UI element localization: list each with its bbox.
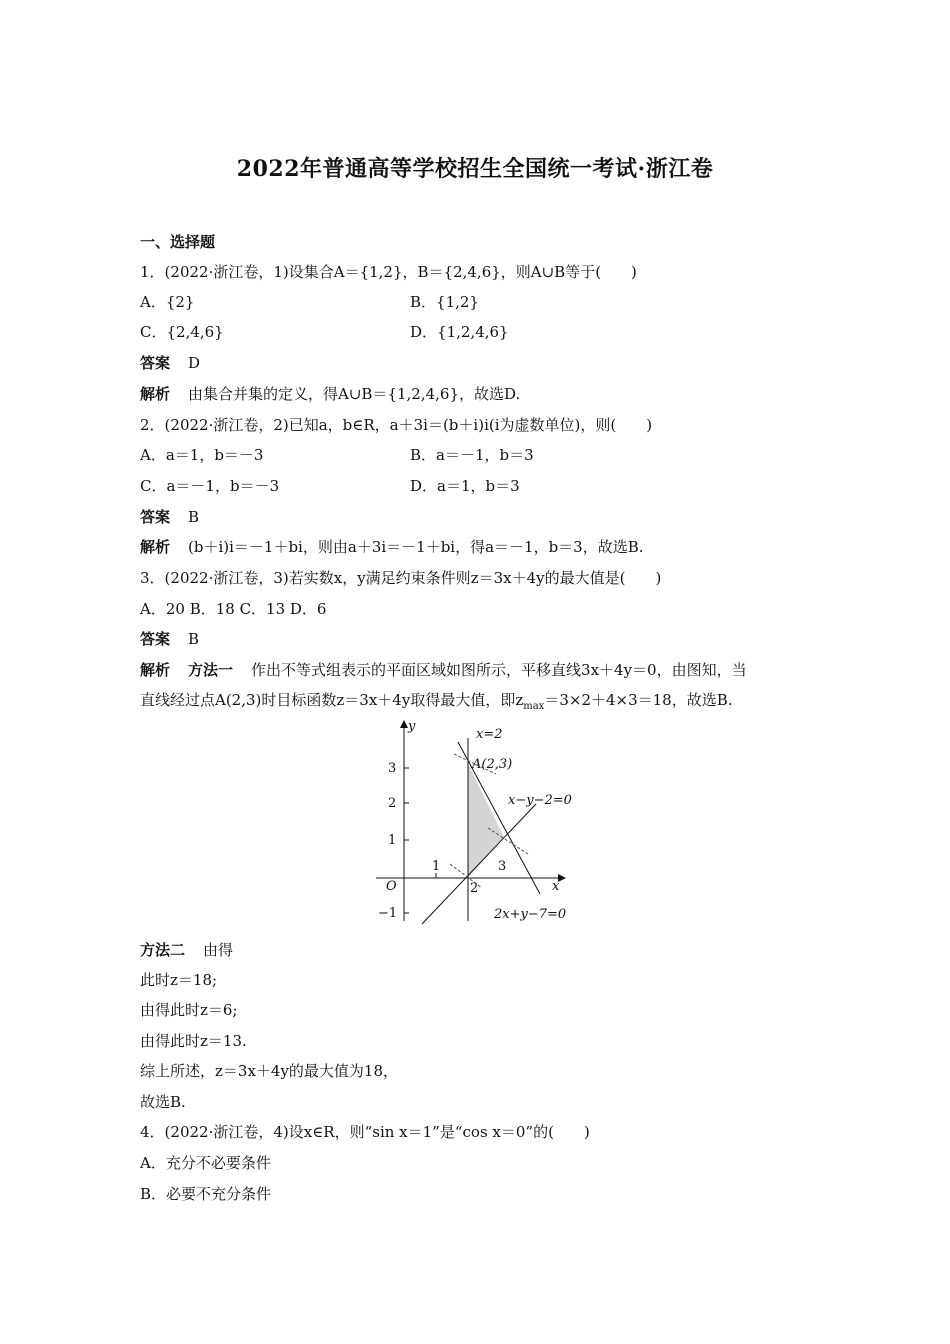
- q2-option-d: D．a＝1，b＝3: [410, 477, 520, 495]
- label-2x-plus-y: 2x+y−7=0: [494, 907, 567, 922]
- method2-line0: [140, 940, 233, 960]
- method2-line3: 由得此时z＝13.: [140, 1032, 247, 1050]
- q3-analysis-line1: [140, 660, 747, 680]
- q2-analysis: [140, 537, 644, 557]
- zmax-subscript: max: [523, 701, 545, 712]
- method2-line2: 由得此时z＝6;: [140, 1001, 238, 1019]
- analysis-label: 解析: [140, 661, 171, 679]
- q2-option-c: C．a＝－1，b＝－3: [140, 477, 280, 495]
- q3-analysis-text1: 作出不等式组表示的平面区域如图所示，平移直线3x＋4y＝0，由图知，当: [251, 661, 747, 679]
- method1-label: 方法一: [188, 661, 234, 679]
- analysis-label: 解析: [140, 385, 171, 403]
- x-axis-label: x: [552, 879, 560, 894]
- q1-option-d: D．{1,2,4,6}: [410, 323, 509, 341]
- q3-answer: [140, 629, 199, 649]
- q3-analysis-line2: [140, 690, 733, 717]
- method2-line4: 综上所述，z＝3x＋4y的最大值为18，: [140, 1062, 399, 1080]
- y-axis-arrow: [400, 720, 408, 728]
- q4-stem: 4．(2022·浙江卷，4)设x∈R，则“sin x＝1”是“cos x＝0”的( ): [140, 1123, 590, 1141]
- tick-label-y1: 1: [388, 833, 397, 848]
- tick-label-y3: 3: [388, 761, 397, 776]
- q4-option-a: A．充分不必要条件: [140, 1154, 271, 1172]
- method2-line1: 此时z＝18;: [140, 971, 218, 989]
- label-point-a: A(2,3): [472, 757, 513, 772]
- q3-stem: 3．(2022·浙江卷，3)若实数x，y满足约束条件则z＝3x＋4y的最大值是( ): [140, 569, 662, 587]
- q1-answer: [140, 353, 200, 373]
- tick-label-y2: 2: [388, 796, 397, 811]
- answer-label: 答案: [140, 354, 171, 372]
- q4-option-b: B．必要不充分条件: [140, 1185, 272, 1203]
- answer-label: 答案: [140, 630, 171, 648]
- answer-label: 答案: [140, 508, 171, 526]
- q2-answer: [140, 507, 199, 527]
- method2-text0: 由得: [203, 941, 234, 959]
- method2-label: 方法二: [140, 941, 186, 959]
- label-x-equals-2: x=2: [476, 727, 503, 742]
- tick-label-y-neg1: −1: [378, 906, 398, 921]
- feasible-region-figure: [370, 716, 590, 926]
- q2-option-b: B．a＝－1，b＝3: [410, 446, 534, 464]
- q3-options: A．20 B．18 C．13 D．6: [140, 600, 327, 618]
- q3-analysis-text2b: ＝3×2＋4×3＝18，故选B.: [544, 691, 733, 709]
- origin-label: O: [386, 879, 397, 894]
- tick-label-x1: 1: [432, 859, 441, 874]
- q1-option-b: B．{1,2}: [410, 293, 479, 311]
- page-title: 2022年普通高等学校招生全国统一考试·浙江卷: [236, 156, 714, 182]
- q1-answer-value: D: [188, 354, 201, 372]
- tick-label-x2: 2: [470, 881, 479, 896]
- q2-stem: 2．(2022·浙江卷，2)已知a，b∈R，a＋3i＝(b＋i)i(i为虚数单位)，则( ): [140, 416, 653, 434]
- q1-option-a: A．{2}: [140, 293, 195, 311]
- q2-analysis-text: (b＋i)i＝－1＋bi，则由a＋3i＝－1＋bi，得a＝－1，b＝3，故选B.: [188, 538, 644, 556]
- y-axis-label: y: [408, 719, 416, 734]
- method2-line5: 故选B.: [140, 1093, 186, 1111]
- q1-analysis: [140, 384, 520, 404]
- tick-label-x3: 3: [498, 859, 507, 874]
- q1-analysis-text: 由集合并集的定义，得A∪B＝{1,2,4,6}，故选D.: [188, 385, 521, 403]
- q3-analysis-text2: 直线经过点A(2,3)时目标函数z＝3x＋4y取得最大值，即z: [140, 691, 524, 709]
- q1-option-c: C．{2,4,6}: [140, 323, 224, 341]
- label-x-minus-y: x−y−2=0: [508, 793, 572, 808]
- section-heading: 一、选择题: [140, 233, 216, 251]
- q2-answer-value: B: [188, 508, 200, 526]
- analysis-label: 解析: [140, 538, 171, 556]
- q1-stem: 1．(2022·浙江卷，1)设集合A＝{1,2}，B＝{2,4,6}，则A∪B等于( ): [140, 263, 637, 281]
- q2-option-a: A．a＝1，b＝－3: [140, 446, 264, 464]
- q3-answer-value: B: [188, 630, 200, 648]
